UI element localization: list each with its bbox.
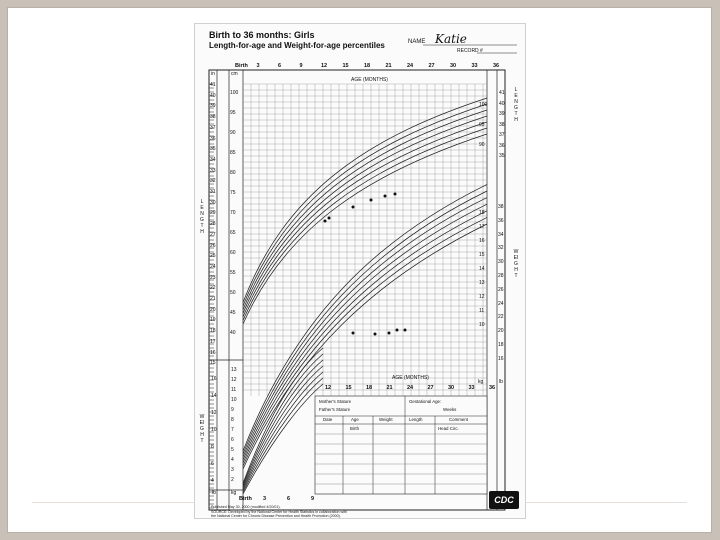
scale-tick-label: 41	[210, 82, 216, 88]
fathers-stature-label: Father's Stature	[319, 407, 351, 412]
scale-tick-label: 75	[230, 190, 236, 196]
scale-tick-label: 21	[210, 296, 216, 302]
source-note: SOURCE: Developed by the National Center for Health Statistics in collaboration with	[211, 510, 347, 514]
scale-tick-label: 35	[210, 146, 216, 153]
scale-tick-label: 34	[210, 156, 216, 163]
months-axis-bottom	[195, 385, 525, 393]
slide-frame	[8, 8, 711, 532]
month-tick-label: Birth	[239, 496, 252, 502]
scale-tick-label: 65	[230, 230, 236, 236]
scale-tick-label: 22	[210, 285, 216, 292]
length-percentile-curve	[243, 116, 487, 313]
scale-tick-label: 24	[210, 263, 216, 270]
unit-kg-label: kg	[478, 379, 484, 385]
months-axis-top	[195, 63, 525, 71]
scale-tick-label: 28	[498, 273, 504, 279]
length-percentile-curve	[243, 128, 487, 320]
patient-name: Katie	[435, 32, 467, 46]
scale-tick-label: 8	[231, 417, 234, 423]
scale-tick-label: 32	[210, 178, 216, 185]
scale-tick-label: 38	[210, 114, 216, 121]
scale-tick-label: 13	[231, 367, 237, 373]
measurement-point	[384, 195, 387, 198]
scale-tick-label: 18	[479, 210, 485, 216]
scale-tick-label: 10	[211, 427, 217, 433]
scale-tick-label: 3	[231, 467, 234, 473]
scale-tick-label: 26	[498, 286, 504, 293]
lower-unit-lb-label: lb	[212, 490, 216, 496]
chart-title: Birth to 36 months: Girls	[209, 30, 315, 40]
record-label: RECORD #	[457, 48, 483, 54]
month-tick-label: 12	[321, 63, 328, 69]
month-tick-label: 36	[489, 385, 496, 391]
scale-tick-label: 19	[210, 317, 216, 324]
scale-tick-label: 16	[479, 238, 485, 244]
scale-tick-label: 60	[230, 250, 236, 256]
month-tick-label: 36	[493, 63, 500, 69]
scale-tick-label: 90	[230, 130, 236, 136]
scale-tick-label: 18	[498, 342, 504, 348]
scale-tick-label: 40	[210, 92, 216, 99]
scale-tick-label: 100	[230, 90, 239, 96]
scale-tick-label: 22	[498, 314, 504, 321]
lower-weight-vertical-label: WEIGHT	[199, 414, 205, 444]
scale-tick-label: 12	[211, 410, 217, 416]
name-label: NAME	[408, 39, 426, 45]
month-tick-label: 24	[407, 63, 414, 69]
growth-chart-graphics	[195, 24, 525, 518]
scale-tick-label: 95	[230, 110, 236, 116]
month-tick-label: 9	[299, 63, 303, 69]
mothers-stature-label: Mother's Stature	[319, 399, 352, 404]
month-tick-label: 3	[263, 496, 267, 502]
scale-tick-label: 35	[499, 153, 505, 159]
measurement-point	[324, 220, 327, 223]
scale-tick-label: 39	[210, 103, 216, 110]
scale-tick-label: 28	[210, 221, 216, 228]
weight-vertical-label: WEIGHT	[513, 249, 519, 279]
scale-tick-label: 36	[499, 142, 505, 149]
month-tick-label: 15	[345, 385, 352, 391]
month-tick-label: 30	[448, 385, 455, 391]
scale-tick-label: 90	[479, 142, 485, 148]
birth-row-label: Birth	[350, 426, 360, 431]
month-tick-label: 30	[450, 63, 457, 69]
scale-tick-label: 8	[211, 444, 214, 450]
months-axis-foot	[195, 496, 525, 504]
scale-tick-label: 27	[210, 231, 216, 238]
source-note-line2: the National Center for Chronic Disease Prevention and Health Promotion (2000).	[211, 514, 341, 518]
infant-weight-percentile-curve	[243, 384, 323, 494]
scale-tick-label: 41	[499, 90, 505, 96]
month-tick-label: 12	[325, 385, 332, 391]
scale-tick-label: 95	[479, 122, 485, 128]
scale-tick-label: 17	[479, 224, 485, 230]
length-percentile-curve	[243, 134, 487, 324]
lower-unit-kg-label: kg	[231, 490, 237, 496]
month-tick-label: 21	[385, 63, 392, 69]
scale-tick-label: 38	[498, 204, 504, 210]
weeks-label: Weeks	[443, 407, 457, 412]
scale-tick-label: 70	[230, 210, 236, 216]
cdc-logo: CDC	[489, 491, 519, 509]
age-axis-label-top: AGE (MONTHS)	[351, 77, 388, 83]
measurement-point	[388, 332, 391, 335]
scale-tick-label: 31	[210, 189, 216, 195]
scale-tick-label: 15	[210, 360, 216, 367]
month-tick-label: 3	[256, 63, 260, 69]
scale-tick-label: 39	[499, 111, 505, 117]
scale-tick-label: 14	[211, 393, 217, 399]
month-tick-label: 6	[278, 63, 282, 69]
length-vertical-label: LENGTH	[200, 199, 204, 235]
scale-tick-label: 6	[211, 461, 214, 467]
scale-tick-label: 29	[210, 210, 216, 217]
weight-column-header: Weight	[379, 417, 393, 422]
month-tick-label: 27	[428, 63, 435, 69]
scale-tick-label: 2	[231, 477, 234, 483]
month-tick-label: 33	[471, 63, 478, 69]
measurement-point	[352, 332, 355, 335]
chart-subtitle: Length-for-age and Weight-for-age percentiles	[209, 41, 385, 50]
scale-tick-label: 30	[210, 199, 216, 206]
scale-tick-label: 30	[498, 259, 504, 266]
scale-tick-label: 12	[231, 377, 237, 383]
length-percentile-curve	[243, 110, 487, 310]
scale-tick-label: 14	[479, 266, 485, 272]
date-column-header: Date	[323, 417, 333, 422]
length-percentile-curve	[243, 122, 487, 317]
month-tick-label: 33	[468, 385, 475, 391]
scale-tick-label: 37	[210, 124, 216, 131]
scale-tick-label: 55	[230, 270, 236, 276]
scale-tick-label: 100	[479, 102, 488, 108]
scale-tick-label: 23	[210, 274, 216, 281]
published-note: Published May 30, 2000 (modified 4/20/01).	[211, 505, 281, 509]
month-tick-label: 9	[311, 496, 315, 502]
scale-tick-label: 34	[498, 231, 504, 238]
age-column-header: Age	[351, 417, 359, 422]
scale-tick-label: 16	[498, 355, 504, 362]
month-tick-label: Birth	[235, 63, 248, 69]
measurement-point	[352, 206, 355, 209]
scale-tick-label: 9	[231, 407, 234, 413]
scale-tick-label: 36	[210, 135, 216, 142]
scale-tick-label: 80	[230, 170, 236, 176]
month-tick-label: 24	[407, 385, 414, 391]
month-tick-label: 6	[287, 496, 291, 502]
scale-tick-label: 16	[211, 376, 217, 382]
scale-tick-label: 4	[211, 478, 214, 484]
scale-tick-label: 10	[231, 397, 237, 403]
scale-tick-label: 7	[231, 427, 234, 433]
scale-tick-label: 12	[479, 294, 485, 300]
scale-tick-label: 36	[498, 217, 504, 224]
scale-tick-label: 6	[231, 437, 234, 443]
scale-tick-label: 50	[230, 290, 236, 296]
scale-tick-label: 33	[210, 167, 216, 174]
measurement-point	[394, 193, 397, 196]
scale-tick-label: 13	[479, 280, 485, 286]
scale-tick-label: 40	[499, 100, 505, 107]
scale-tick-label: 25	[210, 253, 216, 260]
unit-cm-label: cm	[231, 71, 238, 77]
scale-tick-label: 85	[230, 150, 236, 156]
month-tick-label: 27	[427, 385, 434, 391]
measurement-point	[404, 329, 407, 332]
month-tick-label: 15	[342, 63, 349, 69]
length-column-header: Length	[409, 417, 423, 422]
measurement-point	[396, 329, 399, 332]
measurement-point	[374, 333, 377, 336]
unit-in-label: in	[211, 71, 215, 77]
scale-tick-label: 10	[479, 322, 485, 328]
measurement-point	[370, 199, 373, 202]
month-tick-label: 18	[364, 63, 371, 69]
month-tick-label: 18	[366, 385, 373, 391]
length-percentile-curve	[243, 104, 487, 306]
unit-lb-label: lb	[499, 379, 503, 385]
scale-tick-label: 18	[210, 328, 216, 335]
growth-chart-sheet	[194, 23, 526, 519]
head-circ-column-header: Head Circ.	[438, 426, 459, 431]
scale-tick-label: 11	[231, 387, 237, 393]
scale-tick-label: 15	[479, 252, 485, 258]
scale-tick-label: 5	[231, 447, 234, 453]
scale-tick-label: 38	[499, 121, 505, 128]
scale-tick-label: 20	[498, 328, 504, 335]
month-tick-label: 21	[386, 385, 393, 391]
comment-column-header: Comment	[449, 417, 469, 422]
measurement-point	[328, 217, 331, 220]
scale-tick-label: 37	[499, 132, 505, 138]
age-axis-label-bottom: AGE (MONTHS)	[392, 375, 429, 381]
scale-tick-label: 11	[479, 308, 485, 314]
scale-tick-label: 24	[498, 300, 504, 307]
scale-tick-label: 17	[210, 338, 216, 345]
gestational-age-label: Gestational Age:	[409, 399, 442, 404]
scale-tick-label: 45	[230, 310, 236, 316]
scale-tick-label: 26	[210, 242, 216, 249]
scale-tick-label: 32	[498, 245, 504, 252]
scale-tick-label: 4	[231, 457, 234, 463]
scale-tick-label: 20	[210, 306, 216, 313]
right-length-vertical-label: LENGTH	[514, 87, 518, 123]
scale-tick-label: 16	[210, 349, 216, 356]
scale-tick-label: 40	[230, 330, 236, 336]
